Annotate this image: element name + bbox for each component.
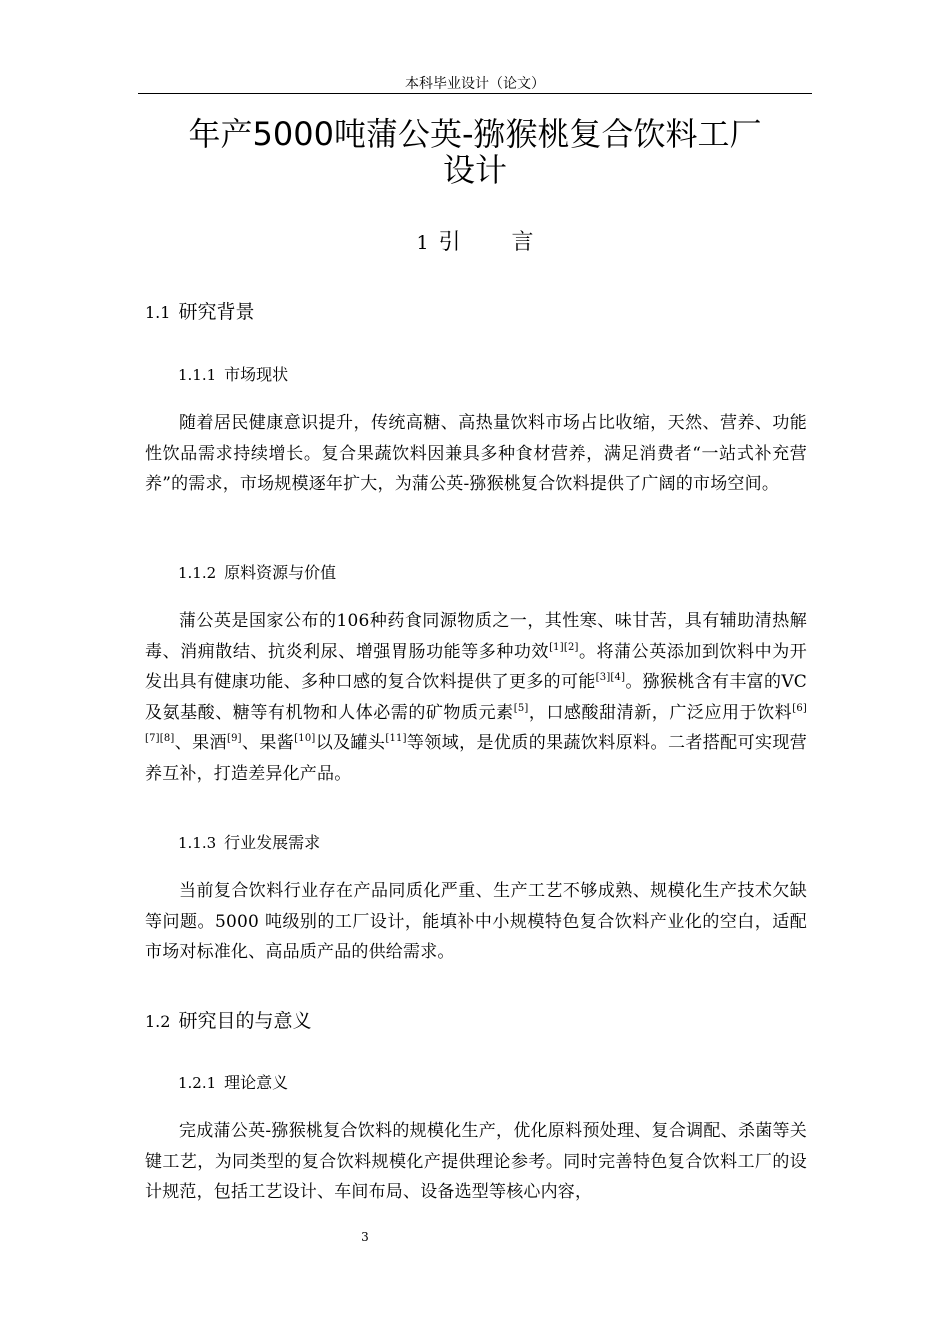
paragraph-theoretical-significance: 完成蒲公英-猕猴桃复合饮料的规模化生产，优化原料预处理、复合调配、杀菌等关键工艺，为同类型的复合饮料规模化产提供理论参考。同时完善特色复合饮料工厂的设计规范，包括工艺设计、车间布局、设备选型等核心内容，	[145, 1121, 807, 1202]
text-run: ，口感酸甜清新，广泛应用于饮料	[528, 702, 793, 723]
citation-1-2[interactable]: [1][2]	[549, 641, 579, 653]
subsection-number: 1.1.1	[178, 366, 217, 384]
subsection-heading-1-1-1	[178, 364, 288, 386]
subsection-number: 1.1.3	[178, 834, 217, 852]
subsection-heading-1-1-3	[178, 832, 320, 854]
page-number: 3	[361, 1230, 369, 1244]
citation-3-4[interactable]: [3][4]	[595, 672, 626, 683]
chapter-number: 1	[416, 232, 429, 254]
section-title: 研究目的与意义	[178, 1010, 312, 1032]
subsection-heading-1-2-1	[178, 1072, 288, 1094]
section-number: 1.1	[145, 303, 171, 322]
text-run: 。猕猴桃含有丰富的VC及氨基酸、糖等有机物和人体必需的矿物质元素	[145, 672, 807, 723]
paragraph-raw-materials	[145, 606, 807, 789]
document-title	[138, 116, 812, 188]
text-run: 。将蒲公英添加到饮料中为开发出具有健康功能、多种口感的复合饮料提供了更多的可能	[145, 641, 807, 692]
subsection-title: 行业发展需求	[224, 833, 321, 852]
chapter-title: 引 言	[438, 230, 556, 255]
subsection-title: 原料资源与价值	[224, 563, 337, 582]
section-heading-1-2	[145, 1008, 311, 1035]
subsection-title: 理论意义	[224, 1073, 289, 1092]
section-number: 1.2	[145, 1012, 171, 1031]
citation-11[interactable]: [11]	[385, 733, 407, 744]
section-title: 研究背景	[178, 301, 255, 323]
citation-6-7-8[interactable]: [6][7][8]	[145, 702, 808, 744]
citation-10[interactable]: [10]	[294, 733, 316, 744]
citation-9[interactable]: [9]	[226, 733, 242, 744]
header-rule	[138, 93, 812, 94]
document-title-line-1: 年产5000吨蒲公英-猕猴桃复合饮料工厂	[188, 115, 762, 153]
text-run: 蒲公英是国家公布的106种药食同源物质之一，其性寒、味甘苦，具有辅助清热解毒、消痈散结、抗炎利尿、增强胃肠功能等多种功效	[145, 611, 807, 662]
subsection-heading-1-1-2	[178, 562, 336, 584]
paragraph-market-status: 随着居民健康意识提升，传统高糖、高热量饮料市场占比收缩，天然、营养、功能性饮品需求持续增长。复合果蔬饮料因兼具多种食材营养，满足消费者“一站式补充营养”的需求，市场规模逐年扩大，为蒲公英-猕猴桃复合饮料提供了广阔的市场空间。	[145, 413, 807, 494]
document-title-line-2: 设计	[442, 151, 507, 189]
subsection-number: 1.2.1	[178, 1074, 217, 1092]
citation-5[interactable]: [5]	[513, 702, 529, 714]
text-run: 以及罐头	[315, 733, 386, 753]
section-heading-1-1	[145, 299, 254, 326]
paragraph-industry-needs: 当前复合饮料行业存在产品同质化严重、生产工艺不够成熟、规模化生产技术欠缺等问题。5000 吨级别的工厂设计，能填补中小规模特色复合饮料产业化的空白，适配市场对标准化、高品质产品的供给需求。	[145, 881, 807, 962]
text-run: 、果酒	[174, 733, 227, 753]
text-run: 等领域，是优质的果蔬饮料原料。二者搭配可实现营养互补，打造差异化产品。	[145, 733, 808, 784]
running-header: 本科毕业设计（论文）	[405, 76, 545, 92]
text-run: 、果酱	[241, 733, 295, 753]
subsection-title: 市场现状	[224, 365, 289, 384]
subsection-number: 1.1.2	[178, 564, 217, 582]
chapter-heading	[138, 229, 812, 257]
